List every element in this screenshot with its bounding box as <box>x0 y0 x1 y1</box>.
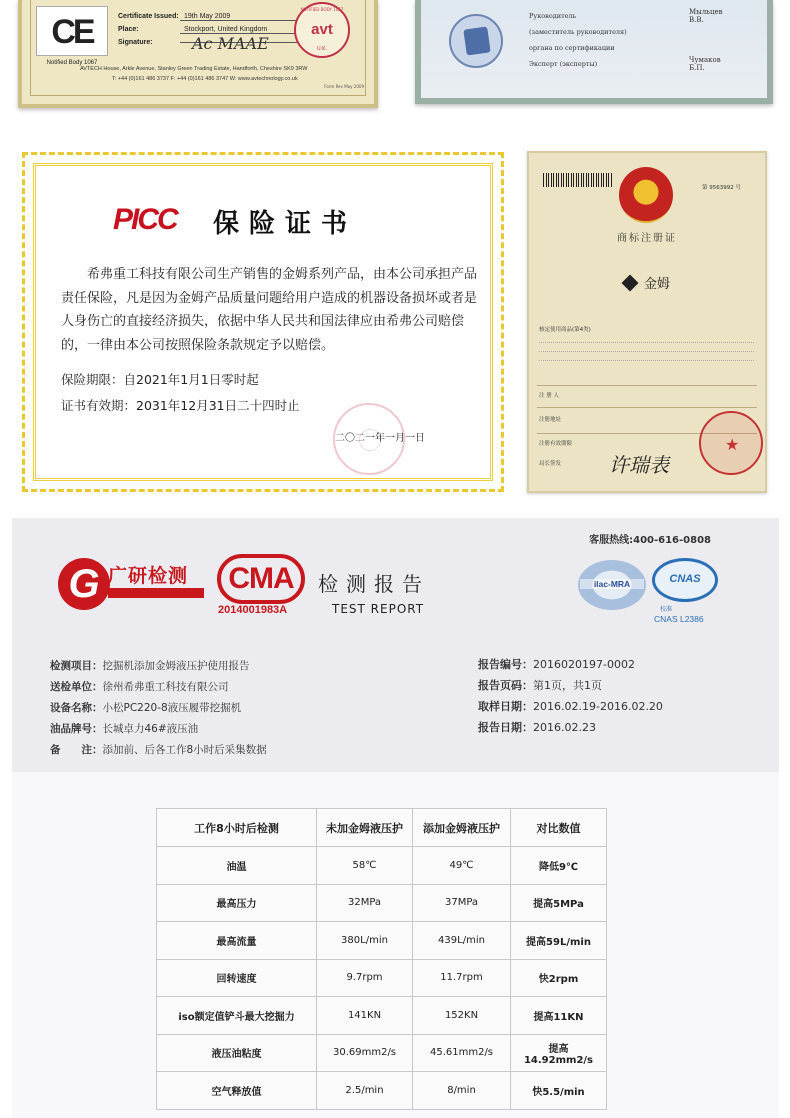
cnas-subtitle: 校准 <box>660 606 673 613</box>
avt-notified-body-badge <box>294 2 350 58</box>
trademark-office-seal-icon: ★ <box>699 411 763 475</box>
info-row <box>50 740 267 761</box>
table-header-row <box>157 809 607 847</box>
info-key: 取样日期： <box>478 700 533 713</box>
info-row <box>478 717 663 738</box>
ce-certificate <box>18 0 378 108</box>
column-header: 工作8小时后检测 <box>157 809 317 847</box>
signatory-name: Мыльцев В.В. <box>689 8 723 24</box>
comparison-value: 提高14.92mm2/s <box>511 1034 607 1072</box>
table-row <box>157 922 607 960</box>
handwritten-signature: Ac MAAE <box>192 34 269 53</box>
value-without: 9.7rpm <box>317 959 413 997</box>
info-value: 添加前、后各工作8小时后采集数据 <box>102 744 267 756</box>
column-header: 添加金姆液压护 <box>413 809 511 847</box>
signatory-list <box>529 8 723 72</box>
value-without: 380L/min <box>317 922 413 960</box>
report-title: 检测报告 <box>318 572 430 596</box>
metric-name: 液压油粘度 <box>157 1034 317 1072</box>
table-row <box>157 847 607 885</box>
signatory-role: Руководитель <box>529 12 577 20</box>
table-row <box>157 959 607 997</box>
lab-name: 广研检测 <box>108 565 189 587</box>
ilac-label: ilac-MRA <box>580 579 644 589</box>
info-value: 长城卓力46#液压油 <box>102 723 199 735</box>
certificate-title: 保险证书 <box>213 209 358 239</box>
validity-label: 注册有效期限 <box>539 441 573 447</box>
certificate-validity: 证书有效期：2031年12月31日二十四时止 <box>61 398 300 413</box>
metric-name: 最高压力 <box>157 884 317 922</box>
lab-logo <box>58 558 206 610</box>
info-value: 第1页，共1页 <box>533 679 602 692</box>
report-title-english: TEST REPORT <box>332 602 425 616</box>
info-key: 送检单位： <box>50 681 103 693</box>
info-key: 备 注： <box>50 744 103 756</box>
issue-date: 二〇二一年一月一日 <box>335 433 425 444</box>
value-with: 8/min <box>413 1072 511 1110</box>
info-row <box>478 654 663 675</box>
value-with: 439L/min <box>413 922 511 960</box>
signatory-row <box>529 8 723 24</box>
comparison-value: 提高59L/min <box>511 922 607 960</box>
certificate-title: 商标注册证 <box>617 233 677 244</box>
info-value: 2016.02.19-2016.02.20 <box>533 700 663 713</box>
field-label: Place: <box>118 26 139 33</box>
divider <box>537 407 757 408</box>
column-header: 未加金姆液压护 <box>317 809 413 847</box>
info-key: 检测项目： <box>50 660 103 672</box>
field-row <box>118 10 310 23</box>
cma-number: 2014001983A <box>218 604 288 616</box>
field-label: Signature: <box>118 39 153 46</box>
comparison-value: 快2rpm <box>511 959 607 997</box>
signatory-row <box>529 24 627 40</box>
report-info-left <box>50 656 267 761</box>
info-key: 报告日期： <box>478 721 533 734</box>
test-report <box>12 518 779 1118</box>
mark-text: 金姆 <box>643 277 670 292</box>
signatory-role: (заместитель руководителя) <box>529 28 627 36</box>
comparison-table <box>156 808 607 1110</box>
comparison-value: 提高5MPa <box>511 884 607 922</box>
comparison-value: 快5.5/min <box>511 1072 607 1110</box>
column-header: 对比数值 <box>511 809 607 847</box>
badge-bottom-text: U.K. <box>316 46 328 52</box>
info-row <box>478 696 663 717</box>
info-row <box>50 698 267 719</box>
notified-body-label: Notified Body 1067 <box>46 60 98 66</box>
info-key: 设备名称： <box>50 702 103 714</box>
info-key: 报告页码： <box>478 679 533 692</box>
certificate-body: 希弗重工科技有限公司生产销售的金姆系列产品，由本公司承担产品责任保险，凡是因为金姆产品质量问题给用户造成的机器设备损坏或者是人身伤亡的直接经济损失，依据中华人民共和国法律应由希弗公司赔偿的，一律由本公司按照保险条款规定予以赔偿。 <box>61 267 478 353</box>
trademark-certificate <box>527 151 767 493</box>
ilac-mra-logo <box>578 560 646 610</box>
info-key: 报告编号： <box>478 658 533 671</box>
cnas-number: CNAS L2386 <box>654 614 704 624</box>
value-with: 49℃ <box>413 847 511 885</box>
info-row <box>478 675 663 696</box>
info-value: 2016.02.23 <box>533 721 596 734</box>
picc-insurance-certificate <box>22 152 504 492</box>
signatory-row <box>529 56 721 72</box>
comparison-value: 降低9℃ <box>511 847 607 885</box>
metric-name: iso额定值铲斗最大挖掘力 <box>157 997 317 1035</box>
logo-bar <box>108 588 204 598</box>
form-revision: Form Rev May 2009 <box>324 84 364 89</box>
info-row <box>50 656 267 677</box>
info-row <box>50 677 267 698</box>
picc-logo: PICC <box>113 203 177 236</box>
info-key: 油品牌号： <box>50 723 103 735</box>
insurance-start: 保险期限：自2021年1月1日零时起 <box>61 372 259 387</box>
director-signature: 许瑞表 <box>609 453 669 477</box>
table-row <box>157 1072 607 1110</box>
issuer-contact: T: +44 (0)161 486 3737 F: +44 (0)161 486 3747 W: www.avtechnology.co.uk <box>112 76 298 82</box>
field-value: 19th May 2009 <box>180 13 310 21</box>
table-row <box>157 1034 607 1072</box>
signatory-name: Чумаков Б.П. <box>689 56 721 72</box>
info-value: 徐州希弗重工科技有限公司 <box>102 681 229 693</box>
value-without: 58℃ <box>317 847 413 885</box>
registered-mark <box>529 273 765 292</box>
value-without: 2.5/min <box>317 1072 413 1110</box>
lab-logo-icon: G <box>58 558 110 610</box>
value-with: 11.7rpm <box>413 959 511 997</box>
info-value: 挖掘机添加金姆液压护使用报告 <box>102 660 250 672</box>
goods-label: 核定使用商品(第4类) <box>539 327 591 333</box>
signatory-row <box>529 40 627 56</box>
info-value: 2016020197-0002 <box>533 658 635 671</box>
brand-logo-icon <box>621 275 638 292</box>
national-emblem-icon <box>619 167 673 223</box>
report-info-right <box>478 654 663 738</box>
value-without: 32MPa <box>317 884 413 922</box>
field-value: Stockport, United Kingdom <box>180 26 310 34</box>
metric-name: 空气释放值 <box>157 1072 317 1110</box>
cma-mark: CMA <box>217 554 305 604</box>
service-hotline: 客服热线:400-616-0808 <box>589 535 711 546</box>
signatory-role: органа по сертификации <box>529 44 615 52</box>
registrant-label: 注 册 人 <box>539 393 559 399</box>
comparison-value: 提高11KN <box>511 997 607 1035</box>
metric-name: 最高流量 <box>157 922 317 960</box>
goods-fine-print <box>539 337 754 361</box>
info-row <box>50 719 267 740</box>
director-label: 局长签发 <box>539 461 562 467</box>
issuer-address: AVTECH House, Arkle Avenue, Stanley Green Trading Estate, Handforth, Cheshire SK9 3RW <box>80 66 308 72</box>
barcode-icon <box>543 173 613 187</box>
cnas-label: CNAS <box>669 573 701 585</box>
field-label: Certificate Issued: <box>118 13 179 20</box>
value-with: 45.61mm2/s <box>413 1034 511 1072</box>
registration-number: 第 9563992 号 <box>702 185 741 191</box>
info-value: 小松PC220-8液压履带挖掘机 <box>102 702 242 714</box>
signatory-role: Эксперт (эксперты) <box>529 60 598 68</box>
divider <box>537 385 757 386</box>
cnas-logo <box>652 558 718 602</box>
ce-mark-logo: CE <box>36 6 108 56</box>
value-without: 141KN <box>317 997 413 1035</box>
russian-certificate <box>415 0 773 104</box>
table-row <box>157 997 607 1035</box>
value-without: 30.69mm2/s <box>317 1034 413 1072</box>
badge-top-text: NOTIFIED BODY 1067 <box>300 7 344 12</box>
metric-name: 回转速度 <box>157 959 317 997</box>
badge-logo-text: avt <box>311 21 333 38</box>
metric-name: 油温 <box>157 847 317 885</box>
certification-seal-icon <box>449 14 503 68</box>
value-with: 37MPa <box>413 884 511 922</box>
value-with: 152KN <box>413 997 511 1035</box>
insurance-period <box>61 367 300 419</box>
address-label: 注册地址 <box>539 417 562 423</box>
table-row <box>157 884 607 922</box>
